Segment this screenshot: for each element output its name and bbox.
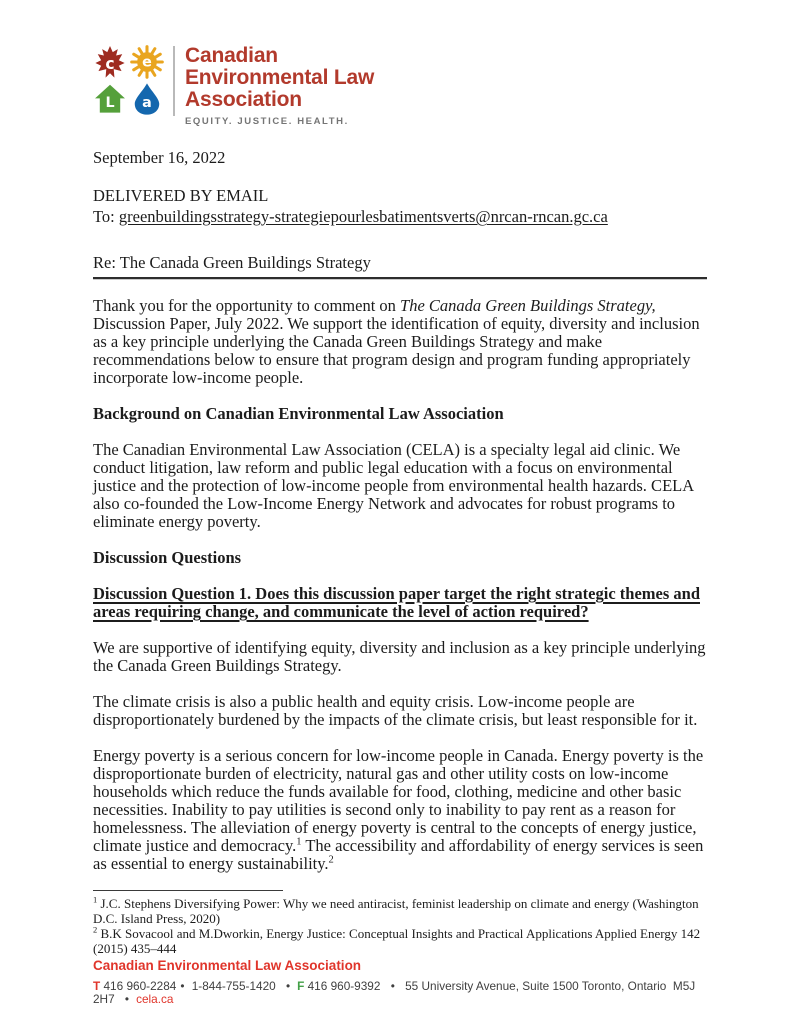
footnote-2-marker: 2 — [93, 924, 98, 935]
paragraph-energy-poverty-pre: Energy poverty is a serious concern for low-income people in Canada. Energy poverty is the disproportionate burden of electricity, natural gas and other utility costs on low-income households which reduce the funds available for food, clothing, medicine and other basic necessities. Inability to pay utilities is second only to inability to pay rent as a reason for homelessness. The alleviation of energy poverty is central to the concepts of energy justice, climate justice and democracy. — [93, 746, 704, 855]
delivery-method: DELIVERED BY EMAIL — [93, 186, 269, 205]
tollfree-number: 1-844-755-1420 — [188, 979, 279, 993]
letterhead — [93, 45, 707, 127]
paragraph-energy-poverty — [93, 747, 707, 873]
bullet-separator: • — [390, 979, 395, 993]
house-icon — [93, 82, 127, 116]
paper-title-italic: The Canada Green Buildings Strategy, — [400, 296, 656, 315]
bullet-separator: • — [285, 979, 291, 993]
paragraph-energy-poverty-mid: The accessibility and affordability of energy services is seen as essential to energy sustainability. — [93, 836, 704, 873]
footnote-separator — [93, 890, 283, 891]
footnote-2 — [93, 926, 707, 956]
logo-text — [185, 45, 374, 127]
email-link[interactable]: greenbuildingsstrategy-strategiepourlesbatimentsverts@nrcan-rncan.gc.ca — [118, 207, 608, 226]
droplet-icon — [130, 82, 164, 116]
sun-icon — [130, 45, 164, 79]
footnote-1-marker: 1 — [93, 894, 98, 905]
page-footer — [93, 958, 707, 1006]
footnote-1 — [93, 896, 707, 926]
paragraph-supportive: We are supportive of identifying equity, diversity and inclusion as a key principle underlying the Canada Green Buildings Strategy. — [93, 638, 706, 675]
phone-number: 416 960-2284 — [100, 979, 177, 993]
svg-text:c: c — [105, 54, 115, 74]
maple-leaf-icon — [93, 45, 127, 79]
fax-label: F — [297, 979, 305, 993]
svg-text:L: L — [105, 95, 115, 112]
website-link[interactable]: cela.ca — [136, 992, 174, 1006]
footnote-ref-1: 1 — [296, 836, 302, 848]
paragraph-intro-post: Discussion Paper, July 2022. We support the identification of equity, diversity and inclusion as a key principle underlying the Canada Green Buildings Strategy and make recommendations below to ensure that program design and program funding appropriately incorporate low-income people. — [93, 314, 700, 387]
cela-logo — [93, 45, 164, 116]
phone-label: T — [93, 979, 101, 993]
footer-org-name: Canadian Environmental Law Association — [93, 958, 362, 973]
fax-number: 416 960-9392 — [304, 979, 384, 993]
logo-divider — [173, 46, 175, 116]
footnote-1-text: J.C. Stephens Diversifying Power: Why we need antiracist, feminist leadership on climate and energy (Washington D.C. Island Press, 2020) — [93, 896, 699, 926]
heading-background: Background on Canadian Environmental Law Association — [93, 404, 504, 423]
paragraph-intro-pre: Thank you for the opportunity to comment on — [93, 296, 401, 315]
paragraph-climate-crisis: The climate crisis is also a public health and equity crisis. Low-income people are disproportionately burdened by the impacts of the climate crisis, but least responsible for it. — [93, 692, 698, 729]
heading-discussion-questions: Discussion Questions — [93, 548, 242, 567]
tagline: EQUITY. JUSTICE. HEALTH. — [185, 116, 349, 127]
svg-text:a: a — [142, 95, 152, 112]
paragraph-about-cela: The Canadian Environmental Law Association (CELA) is a specialty legal aid clinic. We conduct litigation, law reform and public legal education with a focus on environmental justice and the protection of low-income people from environmental health hazards. CELA also co-founded the Low-Income Energy Network and advocates for robust programs to eliminate energy poverty. — [93, 440, 694, 531]
letter-date: September 16, 2022 — [93, 148, 226, 167]
bullet-separator: • — [124, 992, 130, 1006]
footnote-2-text: B.K Sovacool and M.Dworkin, Energy Justice: Conceptual Insights and Practical Applications Applied Energy 142 (2015) 435–444 — [93, 926, 701, 956]
footnote-block — [93, 890, 707, 956]
to-label: To: — [93, 207, 119, 226]
heading-question-1: Discussion Question 1. Does this discussion paper target the right strategic themes and areas requiring change, and communicate the level of action required? — [93, 584, 700, 621]
org-name-line3: Association — [185, 88, 302, 111]
address: 55 University Avenue, Suite 1500 Toronto, Ontario M5J 2H7 — [93, 979, 699, 1006]
org-name-line2: Environmental Law — [185, 66, 375, 89]
bullet-separator: • — [180, 979, 185, 993]
footnote-ref-2: 2 — [328, 854, 334, 866]
org-name-line1: Canadian — [185, 44, 278, 67]
subject-line: Re: The Canada Green Buildings Strategy — [93, 253, 707, 279]
svg-text:e: e — [142, 54, 152, 71]
recipient-line — [93, 206, 707, 227]
footer-contact-line — [93, 980, 707, 1006]
paragraph-intro — [93, 297, 707, 387]
